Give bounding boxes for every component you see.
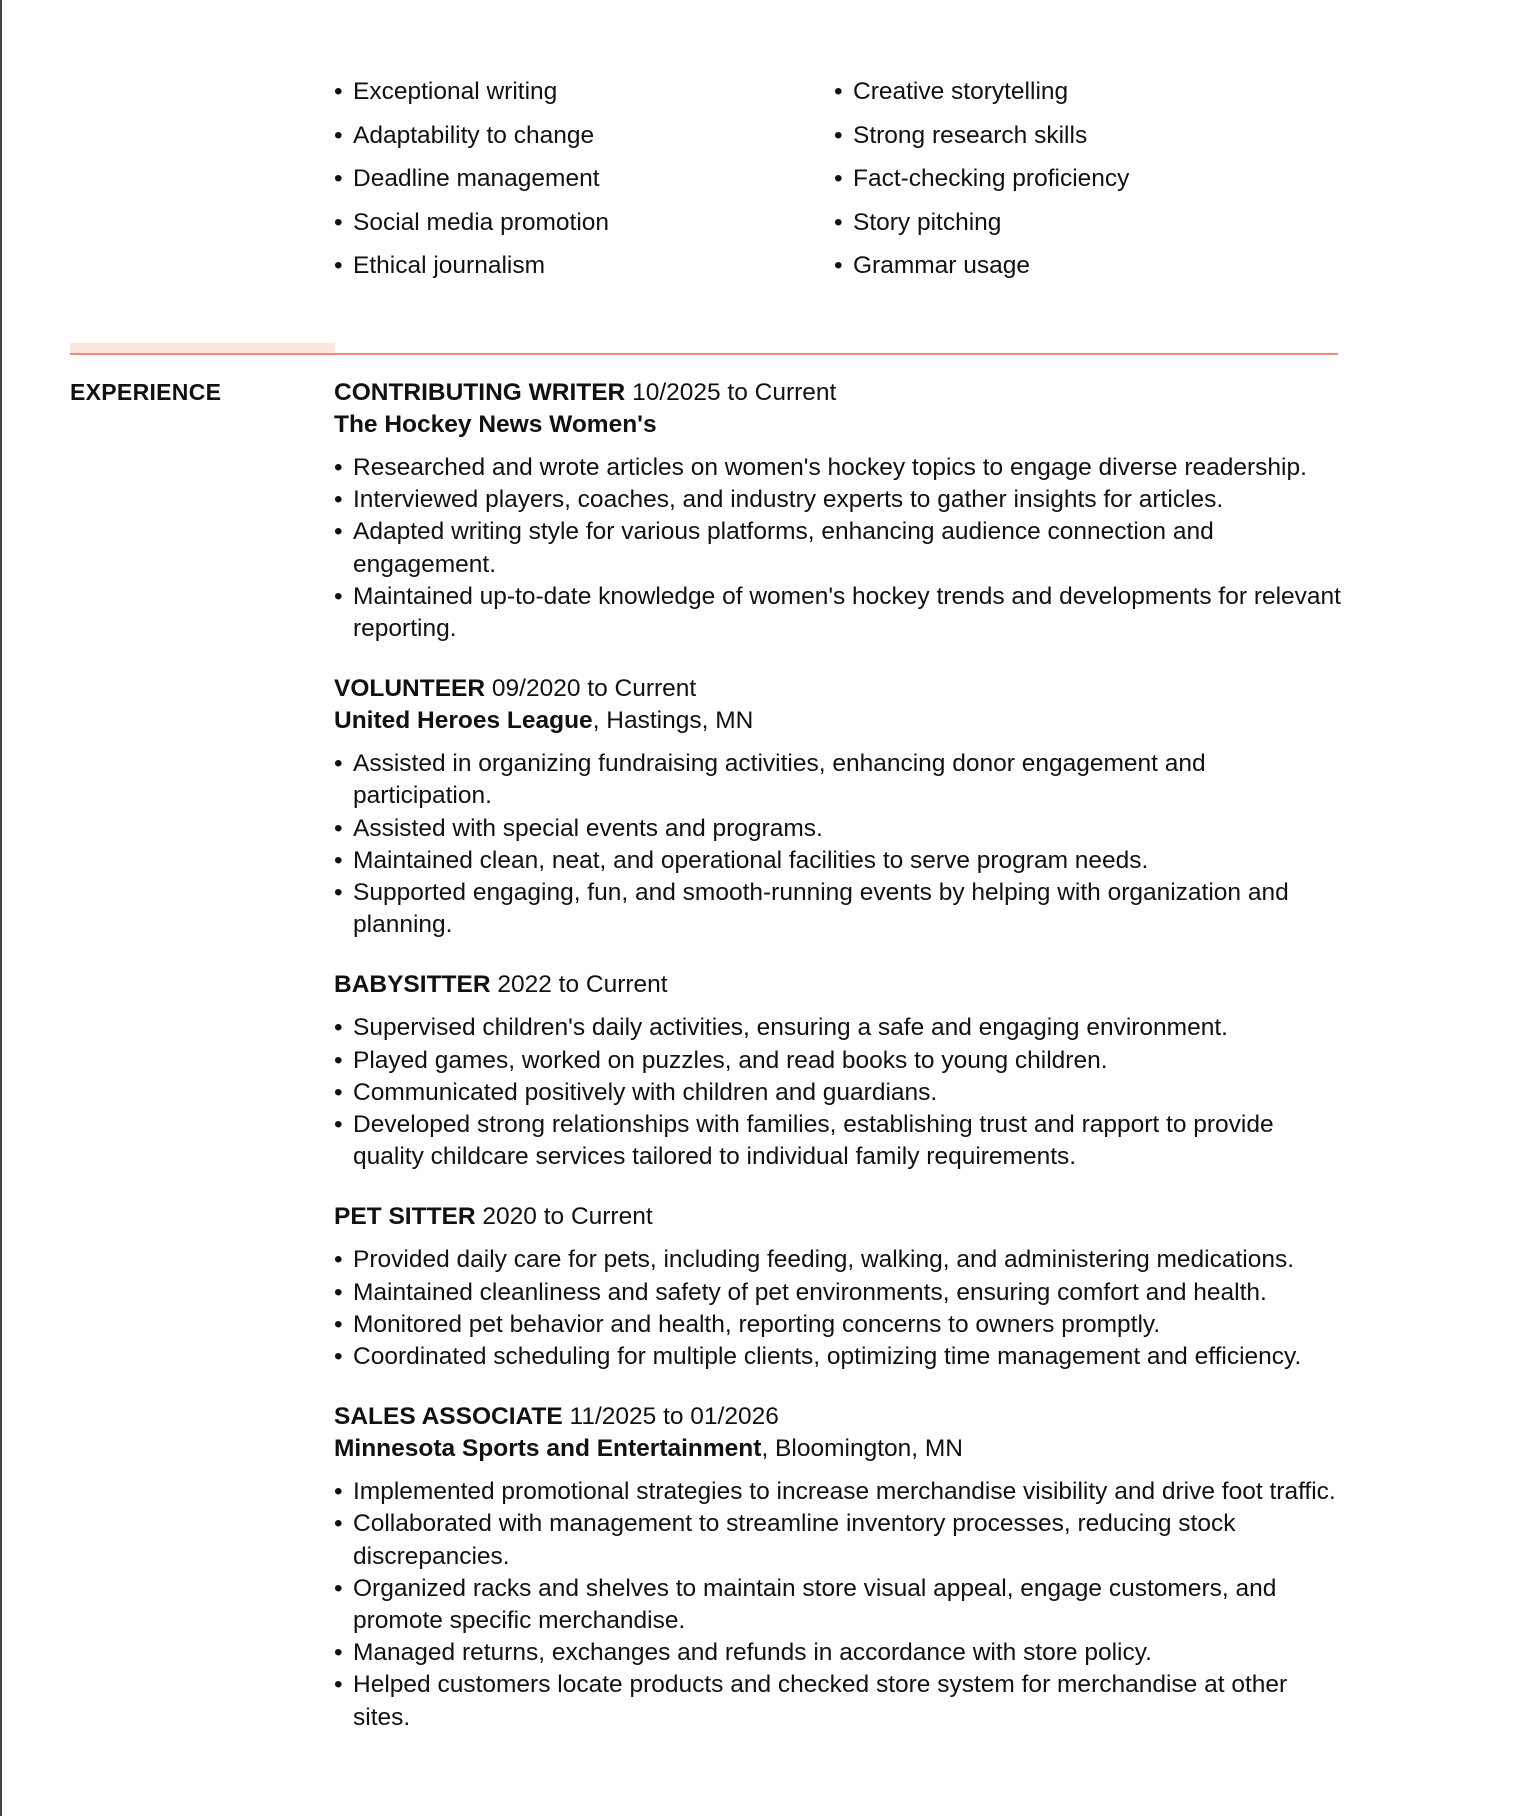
job-bullet: • Interviewed players, coaches, and industry experts to gather insights for articles. [334, 484, 1344, 516]
job-bullet: • Maintained clean, neat, and operational facilities to serve program needs. [334, 845, 1344, 877]
job-bullet: • Communicated positively with children and guardians. [334, 1077, 1344, 1109]
job-bullet: • Maintained cleanliness and safety of pet environments, ensuring comfort and health. [334, 1277, 1344, 1309]
job-bullet: • Monitored pet behavior and health, reporting concerns to owners promptly. [334, 1309, 1344, 1341]
employer-location: , Bloomington, MN [761, 1435, 963, 1463]
job-bullets [334, 748, 1344, 941]
job-entry [334, 1401, 1344, 1734]
employer-name: United Heroes League [334, 707, 593, 735]
job-dates: 09/2020 to Current [491, 675, 697, 703]
job-bullet: • Coordinated scheduling for multiple clients, optimizing time management and efficiency. [334, 1341, 1344, 1373]
job-bullets [334, 1244, 1344, 1373]
job-bullet: • Organized racks and shelves to maintain store visual appeal, engage customers, and promote specific merchandise. [334, 1573, 1344, 1637]
job-header [334, 673, 1344, 705]
employer-line [334, 1433, 1344, 1465]
job-bullet: • Assisted with special events and programs. [334, 813, 1344, 845]
skill-item: • Adaptability to change [334, 114, 834, 158]
job-bullet: • Provided daily care for pets, including feeding, walking, and administering medications. [334, 1244, 1344, 1276]
page-edge [0, 0, 2, 1816]
job-header [334, 377, 1344, 409]
skill-item: • Fact-checking proficiency [834, 157, 1334, 201]
job-entry [334, 377, 1344, 645]
job-title: BABYSITTER [334, 971, 491, 999]
job-bullet: • Played games, worked on puzzles, and read books to young children. [334, 1045, 1344, 1077]
job-entry [334, 969, 1344, 1173]
job-entry [334, 1201, 1344, 1373]
section-divider-line [70, 353, 1338, 355]
job-bullet: • Helped customers locate products and checked store system for merchandise at other sites. [334, 1669, 1344, 1733]
job-bullets [334, 452, 1344, 645]
skills-column-left [334, 70, 834, 288]
job-title: CONTRIBUTING WRITER [334, 379, 626, 406]
skill-item: • Story pitching [834, 201, 1334, 245]
job-bullet: • Assisted in organizing fundraising activities, enhancing donor engagement and participation. [334, 748, 1344, 812]
job-dates: 2020 to Current [482, 1203, 653, 1231]
job-header [334, 1201, 1344, 1233]
job-bullet: • Adapted writing style for various platforms, enhancing audience connection and engagement. [334, 516, 1344, 580]
job-header [334, 1401, 1344, 1433]
job-title: PET SITTER [334, 1203, 476, 1231]
job-bullet: • Supervised children's daily activities, ensuring a safe and engaging environment. [334, 1012, 1344, 1044]
skill-item: • Strong research skills [834, 114, 1334, 158]
job-bullet: • Maintained up-to-date knowledge of women's hockey trends and developments for relevant reporting. [334, 581, 1344, 645]
job-bullet: • Researched and wrote articles on women's hockey topics to engage diverse readership. [334, 452, 1344, 484]
job-bullet: • Developed strong relationships with families, establishing trust and rapport to provide quality childcare services tailored to individual family requirements. [334, 1109, 1344, 1173]
experience-list [334, 377, 1344, 1762]
employer-name: The Hockey News Women's [334, 411, 657, 438]
section-divider-accent [70, 343, 335, 353]
skill-item: • Grammar usage [834, 244, 1334, 288]
job-header [334, 969, 1344, 1001]
skill-item: • Deadline management [334, 157, 834, 201]
job-title: VOLUNTEER [334, 675, 486, 703]
skill-item: • Ethical journalism [334, 244, 834, 288]
job-title: SALES ASSOCIATE [334, 1403, 563, 1431]
job-bullet: • Collaborated with management to streamline inventory processes, reducing stock discrepancies. [334, 1508, 1344, 1572]
job-entry [334, 673, 1344, 941]
employer-name: Minnesota Sports and Entertainment [334, 1435, 762, 1463]
job-bullet: • Managed returns, exchanges and refunds in accordance with store policy. [334, 1637, 1344, 1669]
skill-item: • Social media promotion [334, 201, 834, 245]
employer-line [334, 705, 1344, 737]
job-bullet: • Supported engaging, fun, and smooth-running events by helping with organization and planning. [334, 877, 1344, 941]
skill-item: • Exceptional writing [334, 70, 834, 114]
skill-item: • Creative storytelling [834, 70, 1334, 114]
employer-location: , Hastings, MN [592, 707, 754, 735]
job-bullets [334, 1012, 1344, 1173]
employer-line [334, 409, 1344, 441]
job-dates: 10/2025 to Current [632, 379, 837, 406]
job-bullet: • Implemented promotional strategies to increase merchandise visibility and drive foot traffic. [334, 1476, 1344, 1508]
job-dates: 2022 to Current [497, 971, 668, 999]
skills-column-right [834, 70, 1334, 288]
job-bullets [334, 1476, 1344, 1734]
experience-heading: EXPERIENCE [70, 379, 222, 405]
skills-grid [334, 70, 1334, 288]
job-dates: 11/2025 to 01/2026 [569, 1403, 779, 1431]
